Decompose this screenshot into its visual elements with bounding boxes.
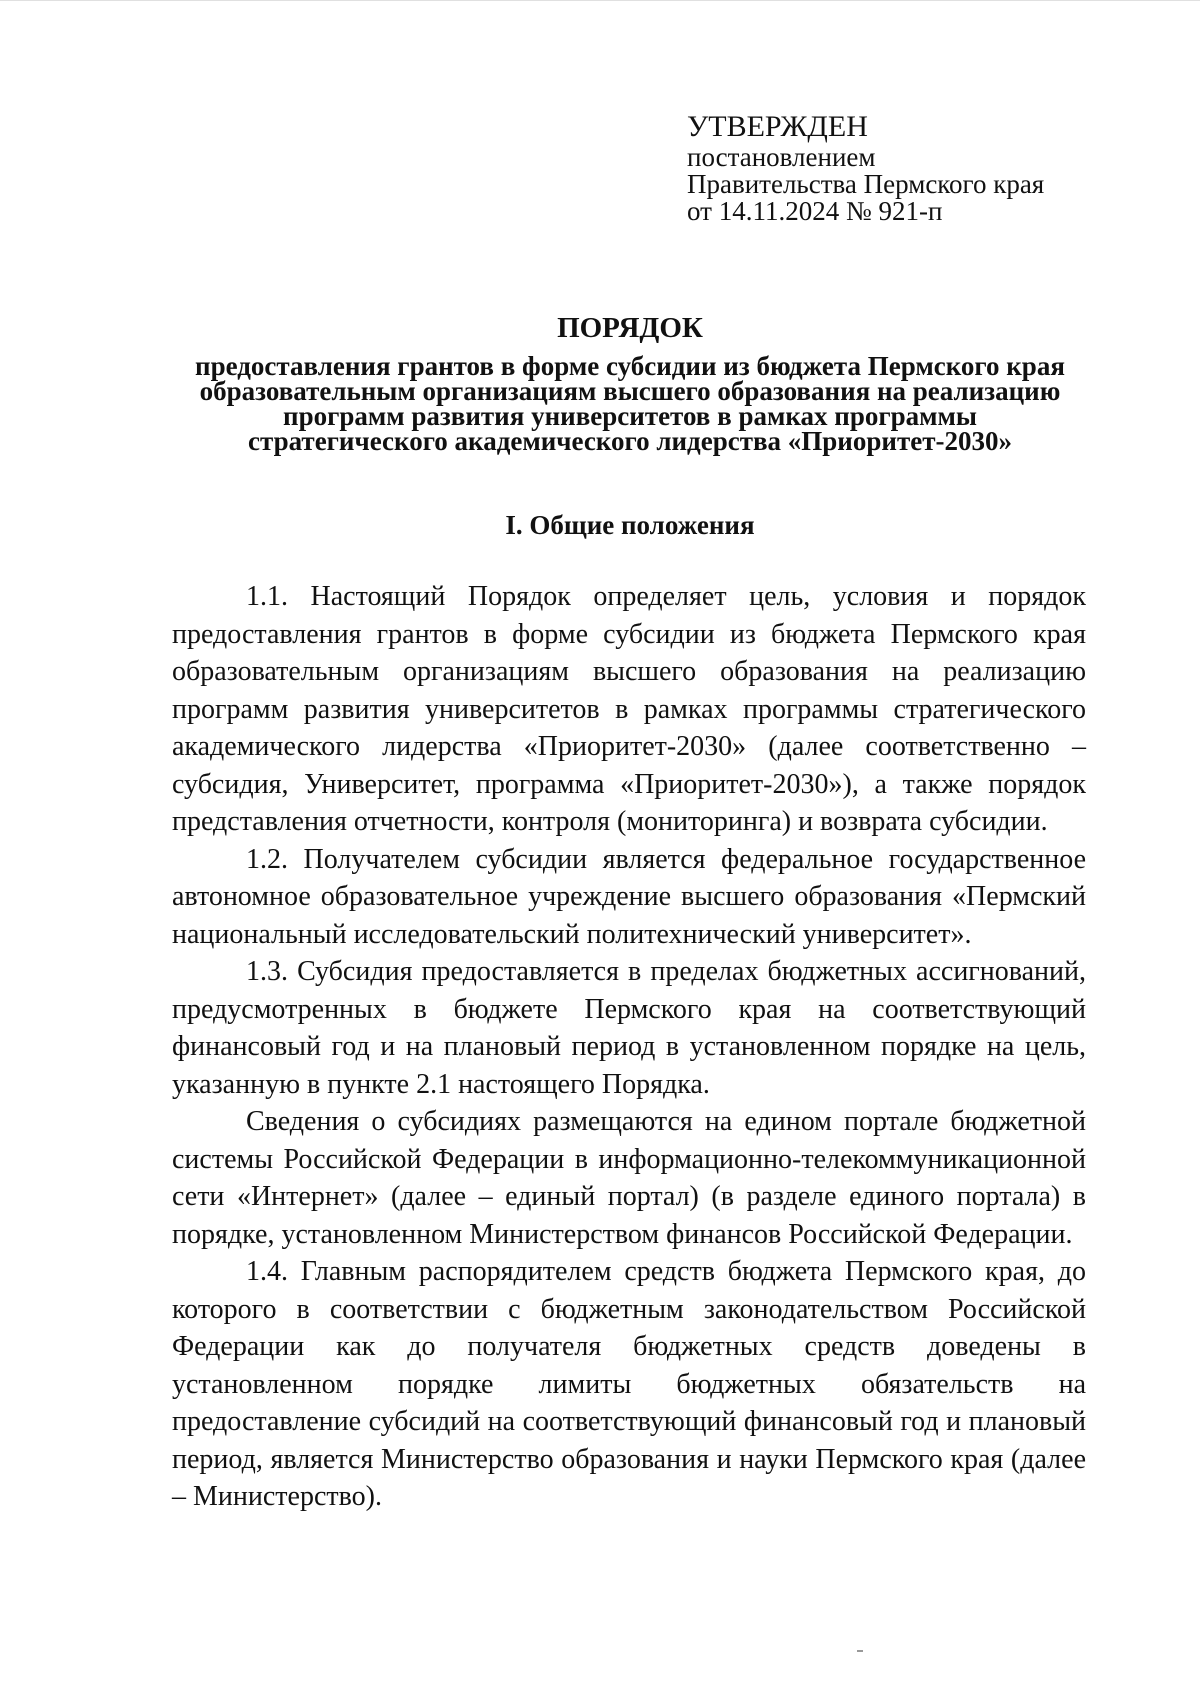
- paragraph-1-1: 1.1. Настоящий Порядок определяет цель, условия и порядок предоставления грантов в форме субсидии из бюджета Пермского края образовательным организациям высшего образования на реализацию программ развития университетов в рамках программы стратегического академического лидерства «Приоритет-2030» (далее соответственно – субсидия, Университет, программа «Приоритет-2030»), а также порядок представления отчетности, контроля (мониторинга) и возврата субсидии.: [172, 581, 1086, 837]
- approval-line-1: постановлением: [687, 142, 876, 172]
- document-subtitle: предоставления грантов в форме субсидии из бюджета Пермского края образовательным организациям высшего образования на реализацию программ развития университетов в рамках программы стратегического академического лидерства «Приоритет-2030»: [195, 351, 1065, 456]
- approval-line-2: Правительства Пермского края: [687, 169, 1045, 199]
- paragraph-1-4: 1.4. Главным распорядителем средств бюджета Пермского края, до которого в соответствии с бюджетным законодательством Российской Федерации как до получателя бюджетных средств доведены в установленном порядке лимиты бюджетных обязательств на предоставление субсидий на соответствующий финансовый год и плановый период, является Министерство образования и науки Пермского края (далее – Министерство).: [172, 1256, 1086, 1512]
- section-heading: I. Общие положения: [505, 510, 755, 540]
- paragraph-1-2: 1.2. Получателем субсидии является федеральное государственное автономное образовательное учреждение высшего образования «Пермский национальный исследовательский политехнический университет».: [172, 843, 1086, 950]
- scan-mark: [857, 1650, 863, 1652]
- paragraph-portal-info: Сведения о субсидиях размещаются на едином портале бюджетной системы Российской Федерации в информационно-телекоммуникационной сети «Интернет» (далее – единый портал) (в разделе единого портала) в порядке, установленном Министерством финансов Российской Федерации.: [172, 1106, 1086, 1250]
- approval-line-3: от 14.11.2024 № 921-п: [687, 196, 943, 226]
- paragraph-1-3: 1.3. Субсидия предоставляется в пределах бюджетных ассигнований, предусмотренных в бюджете Пермского края на соответствующий финансовый год и на плановый период в установленном порядке на цель, указанную в пункте 2.1 настоящего Порядка.: [172, 956, 1086, 1100]
- approval-title: УТВЕРЖДЕН: [687, 110, 868, 143]
- document-title: ПОРЯДОК: [557, 312, 703, 344]
- scan-edge-line: [0, 0, 1200, 1]
- section-body: [172, 578, 1086, 1516]
- approval-stamp-block: [687, 112, 1044, 225]
